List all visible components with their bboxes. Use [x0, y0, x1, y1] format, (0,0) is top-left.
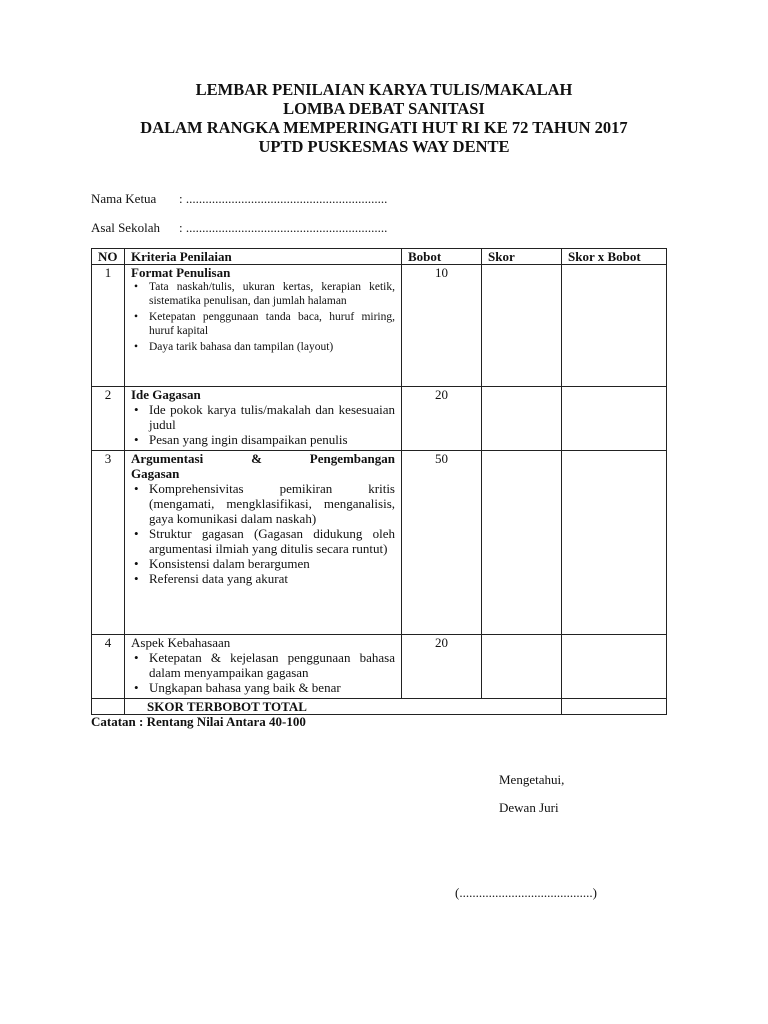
row-no: 3 — [92, 451, 125, 635]
list-item: • Daya tarik bahasa dan tampilan (layout) — [134, 341, 334, 353]
row-skor-x-bobot-cell[interactable] — [562, 265, 667, 387]
asal-sekolah-field[interactable] — [91, 220, 387, 236]
row-heading: Aspek Kebahasaan — [131, 635, 231, 650]
bullet-icon: • — [134, 341, 139, 353]
bullet-icon: • — [134, 432, 139, 447]
bullet-icon: • — [134, 571, 139, 586]
title-line-4: UPTD PUSKESMAS WAY DENTE — [258, 137, 510, 156]
header-no: NO — [92, 249, 125, 265]
bullet-icon: • — [134, 402, 139, 417]
total-row — [92, 699, 667, 715]
list-item: • Ide pokok karya tulis/makalah dan kesesuaian judul — [134, 402, 395, 432]
bullet-icon: • — [134, 281, 139, 293]
signature-blank[interactable]: (.........................................) — [455, 885, 597, 900]
row-heading: Argumentasi & Pengembangan — [131, 451, 395, 466]
row-skor-cell[interactable] — [482, 451, 562, 635]
row-bobot: 20 — [402, 387, 482, 451]
bullet-icon: • — [134, 680, 139, 695]
assessment-table — [91, 248, 667, 715]
bullet-icon: • — [134, 556, 139, 571]
list-item: • Tata naskah/tulis, ukuran kertas, kerapian ketik, sistematika penulisan, dan jumlah halaman — [134, 281, 395, 307]
total-label: SKOR TERBOBOT TOTAL — [125, 699, 562, 715]
row-skor-cell[interactable] — [482, 635, 562, 699]
table-row — [92, 265, 667, 387]
header-skor: Skor — [482, 249, 562, 265]
row-heading: Format Penulisan — [131, 265, 231, 280]
catatan-note: Catatan : Rentang Nilai Antara 40-100 — [91, 714, 306, 729]
document-title — [0, 80, 768, 156]
list-item: • Ungkapan bahasa yang baik & benar — [134, 680, 341, 695]
row-bobot: 20 — [402, 635, 482, 699]
row-skor-x-bobot-cell[interactable] — [562, 451, 667, 635]
bullet-icon: • — [134, 481, 139, 496]
list-item: • Referensi data yang akurat — [134, 571, 288, 586]
row-no: 1 — [92, 265, 125, 387]
row-kriteria — [125, 635, 402, 699]
title-line-1: LEMBAR PENILAIAN KARYA TULIS/MAKALAH — [195, 80, 573, 99]
table-row — [92, 451, 667, 635]
table-row — [92, 387, 667, 451]
nama-ketua-field[interactable] — [91, 191, 387, 207]
title-line-3: DALAM RANGKA MEMPERINGATI HUT RI KE 72 TAHUN 2017 — [140, 118, 628, 137]
list-item: • Komprehensivitas pemikiran kritis (mengamati, mengklasifikasi, menganalisis, gaya komunikasi dalam naskah) — [134, 481, 395, 526]
header-bobot: Bobot — [402, 249, 482, 265]
bullet-icon: • — [134, 650, 139, 665]
row-no: 2 — [92, 387, 125, 451]
row-heading-cont: Gagasan — [131, 466, 180, 481]
row-kriteria — [125, 387, 402, 451]
row-bobot: 50 — [402, 451, 482, 635]
bullet-icon: • — [134, 526, 139, 541]
title-line-2: LOMBA DEBAT SANITASI — [283, 99, 485, 118]
list-item: • Konsistensi dalam berargumen — [134, 556, 310, 571]
bullet-icon: • — [134, 311, 139, 323]
nama-ketua-label: Nama Ketua — [91, 191, 157, 206]
row-skor-x-bobot-cell[interactable] — [562, 635, 667, 699]
row-skor-cell[interactable] — [482, 387, 562, 451]
table-header-row — [92, 249, 667, 265]
header-kriteria: Kriteria Penilaian — [125, 249, 402, 265]
table-row — [92, 635, 667, 699]
asal-sekolah-label: Asal Sekolah — [91, 220, 160, 235]
list-item: • Ketepatan penggunaan tanda baca, huruf miring, huruf kapital — [134, 311, 395, 337]
total-value-cell[interactable] — [562, 699, 667, 715]
dewan-juri-label: Dewan Juri — [499, 800, 559, 815]
row-no: 4 — [92, 635, 125, 699]
list-item: • Pesan yang ingin disampaikan penulis — [134, 432, 348, 447]
list-item: • Struktur gagasan (Gagasan didukung oleh argumentasi ilmiah yang ditulis secara runtut) — [134, 526, 395, 556]
nama-ketua-value[interactable]: : .............................................................. — [179, 191, 388, 206]
row-skor-x-bobot-cell[interactable] — [562, 387, 667, 451]
mengetahui-label: Mengetahui, — [499, 772, 565, 787]
row-heading: Ide Gagasan — [131, 387, 201, 402]
row-bobot: 10 — [402, 265, 482, 387]
total-no-cell — [92, 699, 125, 715]
list-item: • Ketepatan & kejelasan penggunaan bahasa dalam menyampaikan gagasan — [134, 650, 395, 680]
header-skor-x-bobot: Skor x Bobot — [562, 249, 667, 265]
row-kriteria — [125, 451, 402, 635]
asal-sekolah-value[interactable]: : .............................................................. — [179, 220, 388, 235]
row-kriteria — [125, 265, 402, 387]
row-skor-cell[interactable] — [482, 265, 562, 387]
